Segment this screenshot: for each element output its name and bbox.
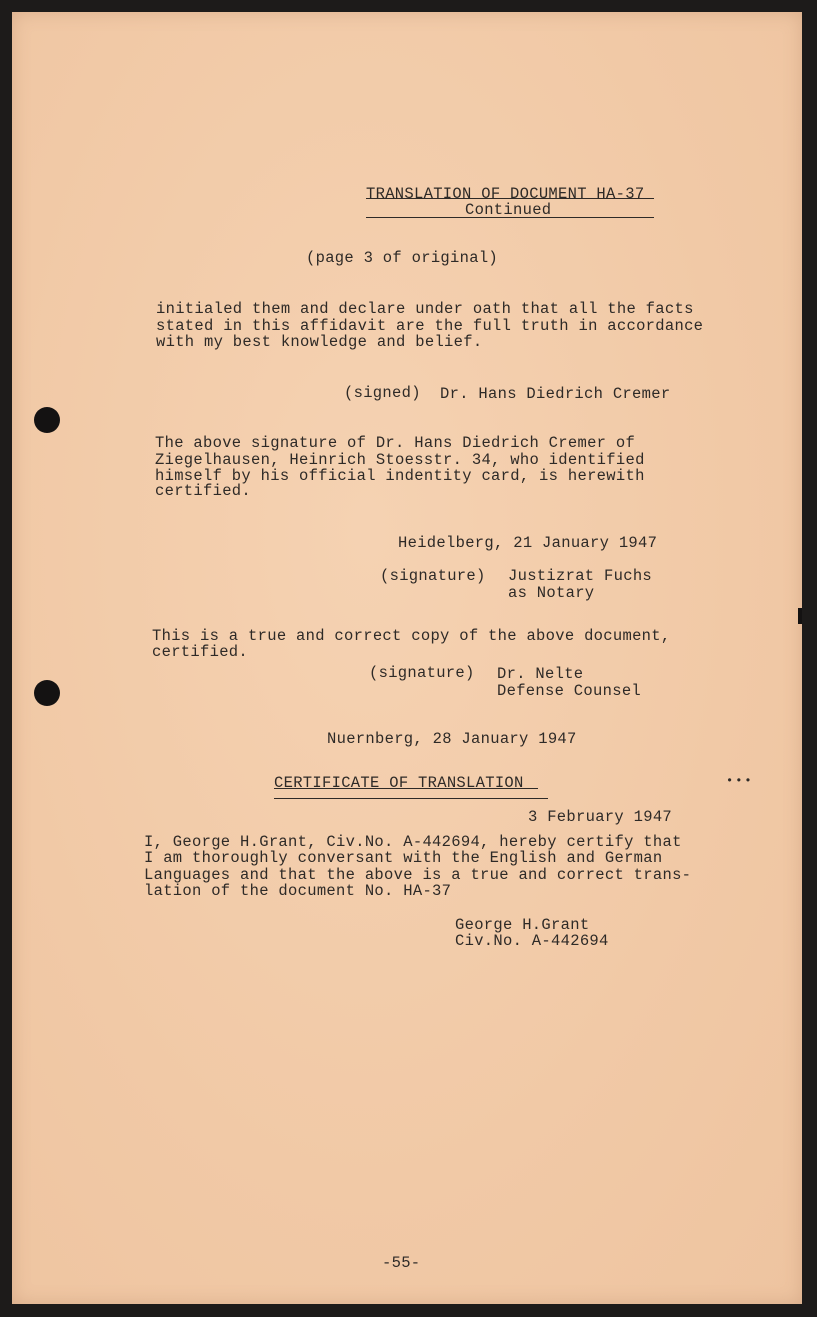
page-number: -55- <box>382 1254 421 1272</box>
notary-line: himself by his official indentity card, is herewith <box>155 467 645 485</box>
translator-civ-no: Civ.No. A-442694 <box>455 932 609 950</box>
copy-cert-line: certified. <box>152 643 249 661</box>
copy-cert-line: This is a true and correct copy of the above document, <box>152 627 671 645</box>
certificate-date: 3 February 1947 <box>528 808 673 826</box>
certificate-line: I am thoroughly conversant with the English and German <box>144 849 663 867</box>
title-underline-lower <box>366 217 654 218</box>
affidavit-line: initialed them and declare under oath that all the facts <box>156 300 694 318</box>
signed-label: (signed) <box>344 384 421 402</box>
edge-notch <box>798 608 802 624</box>
margin-dots: ••• <box>726 774 754 788</box>
document-title: TRANSLATION OF DOCUMENT HA-37 <box>366 185 645 203</box>
certificate-underline <box>274 788 538 789</box>
certificate-title: CERTIFICATE OF TRANSLATION <box>274 774 524 792</box>
certificate-line: lation of the document No. HA-37 <box>144 882 452 900</box>
affidavit-line: stated in this affidavit are the full truth in accordance <box>156 317 704 335</box>
document-page <box>12 12 802 1304</box>
page-note: (page 3 of original) <box>306 249 499 267</box>
copy-signer-role: Defense Counsel <box>497 682 642 700</box>
punch-hole <box>34 680 60 706</box>
punch-hole <box>34 407 60 433</box>
notary-line: certified. <box>155 482 252 500</box>
notary-line: The above signature of Dr. Hans Diedrich Cremer of <box>155 434 636 452</box>
notary-place-date: Heidelberg, 21 January 1947 <box>398 534 658 552</box>
certificate-rule <box>274 798 548 799</box>
notary-signature-label: (signature) <box>380 567 486 585</box>
certificate-line: Languages and that the above is a true and correct trans- <box>144 866 692 884</box>
copy-signer: Dr. Nelte <box>497 665 584 683</box>
title-underline-upper <box>366 198 654 199</box>
notary-role: as Notary <box>508 584 595 602</box>
affidavit-line: with my best knowledge and belief. <box>156 333 483 351</box>
notary-signer: Justizrat Fuchs <box>508 567 653 585</box>
translator-name: George H.Grant <box>455 916 590 934</box>
copy-place-date: Nuernberg, 28 January 1947 <box>327 730 577 748</box>
document-subtitle: Continued <box>465 201 552 219</box>
signed-name: Dr. Hans Diedrich Cremer <box>440 385 671 403</box>
copy-signature-label: (signature) <box>369 664 475 682</box>
notary-line: Ziegelhausen, Heinrich Stoesstr. 34, who identified <box>155 451 645 469</box>
certificate-line: I, George H.Grant, Civ.No. A-442694, hereby certify that <box>144 833 682 851</box>
